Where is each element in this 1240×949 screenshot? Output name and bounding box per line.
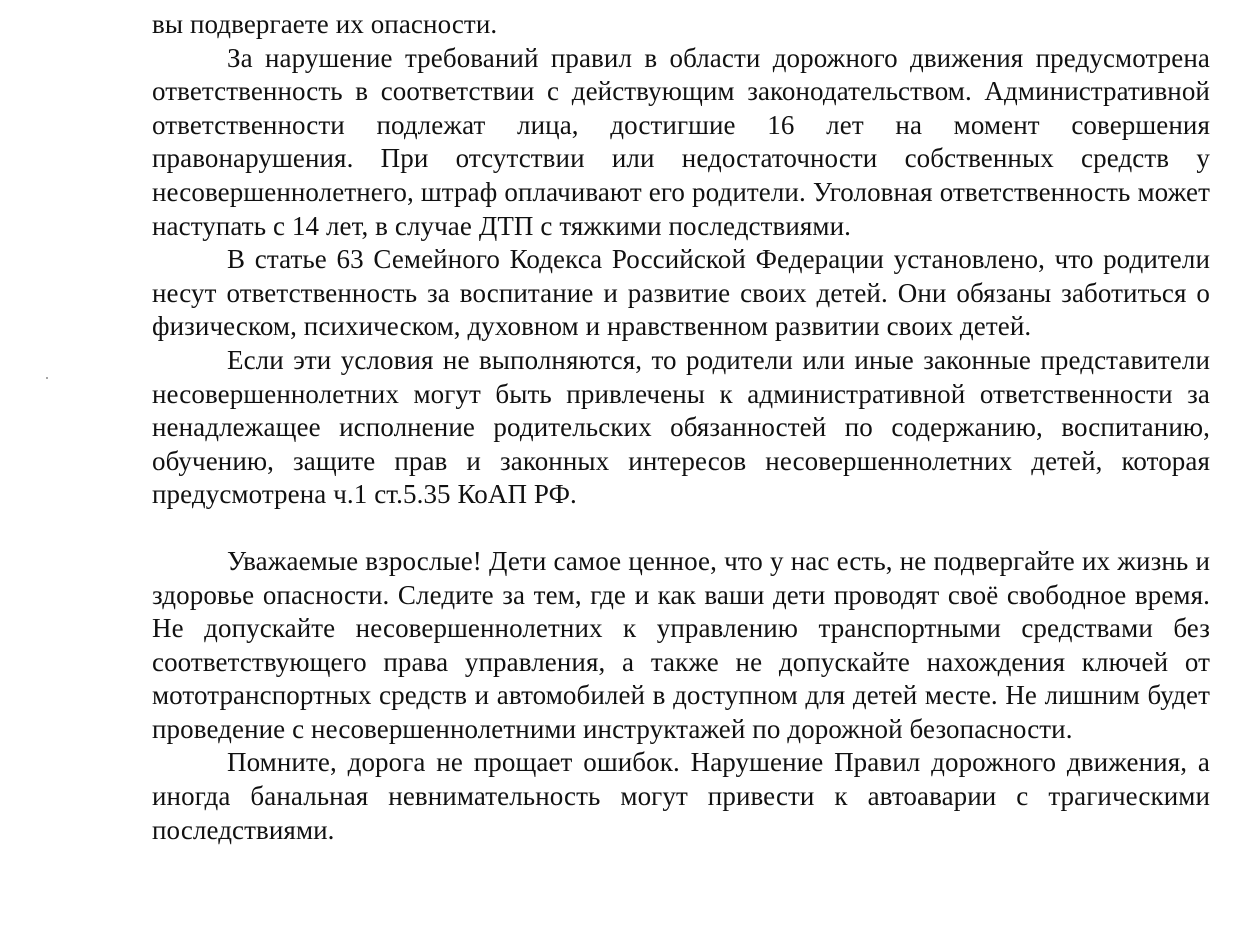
document-body <box>152 8 1210 847</box>
scan-speck <box>46 377 48 379</box>
paragraph-spacer <box>152 512 1210 545</box>
paragraph-closing-reminder: Помните, дорога не прощает ошибок. Нарушение Правил дорожного движения, а иногда банальная невнимательность могут привести к автоаварии с трагическими последствиями. <box>152 747 1210 845</box>
paragraph-liability: За нарушение требований правил в области дорожного движения предусмотрена ответственность в соответствии с действующим законодательством. Административной ответственности подлежат лица, достигшие 16 лет на момент совершения правонарушения. При отсутствии или недостаточности собственных средств у несовершеннолетнего, штраф оплачивают его родители. Уголовная ответственность может наступать с 14 лет, в случае ДТП с тяжкими последствиями. <box>152 42 1210 241</box>
paragraph-parental-responsibility: Если эти условия не выполняются, то родители или иные законные представители несовершеннолетних могут быть привлечены к административной ответственности за ненадлежащее исполнение родительских обязанностей по содержанию, воспитанию, обучению, защите прав и законных интересов несовершеннолетних детей, которая предусмотрена ч.1 ст.5.35 КоАП РФ. <box>152 344 1210 510</box>
paragraph-appeal-to-adults: Уважаемые взрослые! Дети самое ценное, что у нас есть, не подвергайте их жизнь и здоровье опасности. Следите за тем, где и как ваши дети проводят своё свободное время. Не допускайте несовершеннолетних к управлению транспортными средствами без соответствующего права управления, а также не допускайте нахождения ключей от мототранспортных средств и автомобилей в доступном для детей месте. Не лишним будет проведение с несовершеннолетними инструктажей по дорожной безопасности. <box>152 545 1210 744</box>
paragraph-family-code: В статье 63 Семейного Кодекса Российской Федерации установлено, что родители несут ответственность за воспитание и развитие своих детей. Они обязаны заботиться о физическом, психическом, духовном и нравственном развитии своих детей. <box>152 244 1210 342</box>
paragraph-continuation: вы подвергаете их опасности. <box>152 9 498 39</box>
